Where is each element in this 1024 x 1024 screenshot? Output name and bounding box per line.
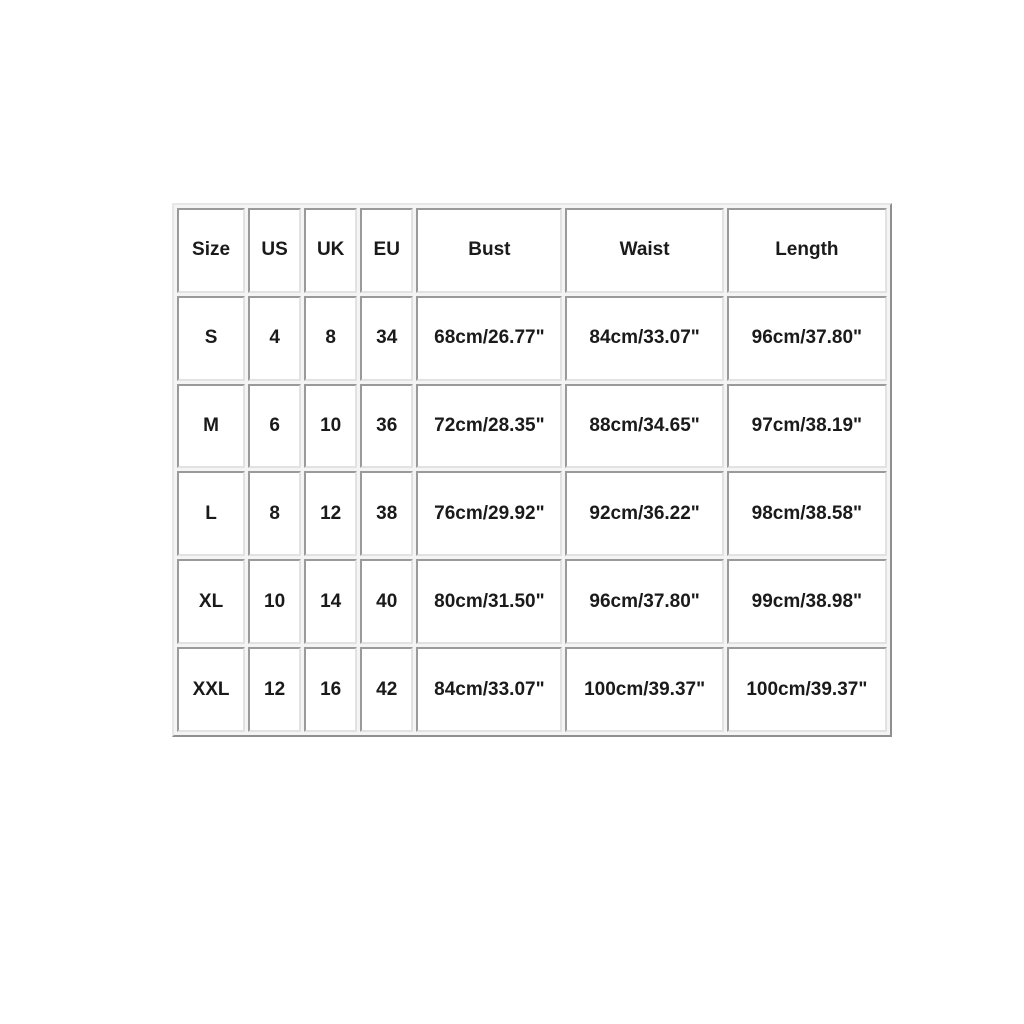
cell-waist: 84cm/33.07": [565, 296, 723, 381]
cell-eu: 34: [360, 296, 413, 381]
cell-waist: 100cm/39.37": [565, 647, 723, 732]
cell-eu: 36: [360, 384, 413, 469]
cell-bust: 84cm/33.07": [416, 647, 562, 732]
cell-us: 10: [248, 559, 301, 644]
cell-size: M: [177, 384, 245, 469]
cell-bust: 80cm/31.50": [416, 559, 562, 644]
cell-size: S: [177, 296, 245, 381]
table-row: [177, 559, 887, 644]
cell-us: 12: [248, 647, 301, 732]
cell-uk: 8: [304, 296, 357, 381]
cell-eu: 38: [360, 471, 413, 556]
cell-uk: 16: [304, 647, 357, 732]
table-row: [177, 647, 887, 732]
cell-eu: 40: [360, 559, 413, 644]
cell-waist: 88cm/34.65": [565, 384, 723, 469]
header-cell-length: Length: [727, 208, 887, 293]
size-chart-table: [172, 203, 892, 737]
cell-length: 96cm/37.80": [727, 296, 887, 381]
cell-length: 100cm/39.37": [727, 647, 887, 732]
header-cell-bust: Bust: [416, 208, 562, 293]
cell-bust: 72cm/28.35": [416, 384, 562, 469]
cell-bust: 68cm/26.77": [416, 296, 562, 381]
table-header-row: [177, 208, 887, 293]
table-row: [177, 384, 887, 469]
cell-us: 6: [248, 384, 301, 469]
header-cell-size: Size: [177, 208, 245, 293]
cell-waist: 96cm/37.80": [565, 559, 723, 644]
cell-size: XL: [177, 559, 245, 644]
header-cell-eu: EU: [360, 208, 413, 293]
cell-bust: 76cm/29.92": [416, 471, 562, 556]
header-cell-uk: UK: [304, 208, 357, 293]
header-cell-waist: Waist: [565, 208, 723, 293]
table-row: [177, 296, 887, 381]
cell-uk: 14: [304, 559, 357, 644]
cell-uk: 10: [304, 384, 357, 469]
cell-us: 8: [248, 471, 301, 556]
cell-length: 97cm/38.19": [727, 384, 887, 469]
cell-us: 4: [248, 296, 301, 381]
cell-size: L: [177, 471, 245, 556]
cell-length: 99cm/38.98": [727, 559, 887, 644]
cell-uk: 12: [304, 471, 357, 556]
cell-length: 98cm/38.58": [727, 471, 887, 556]
cell-waist: 92cm/36.22": [565, 471, 723, 556]
header-cell-us: US: [248, 208, 301, 293]
cell-size: XXL: [177, 647, 245, 732]
table-row: [177, 471, 887, 556]
cell-eu: 42: [360, 647, 413, 732]
